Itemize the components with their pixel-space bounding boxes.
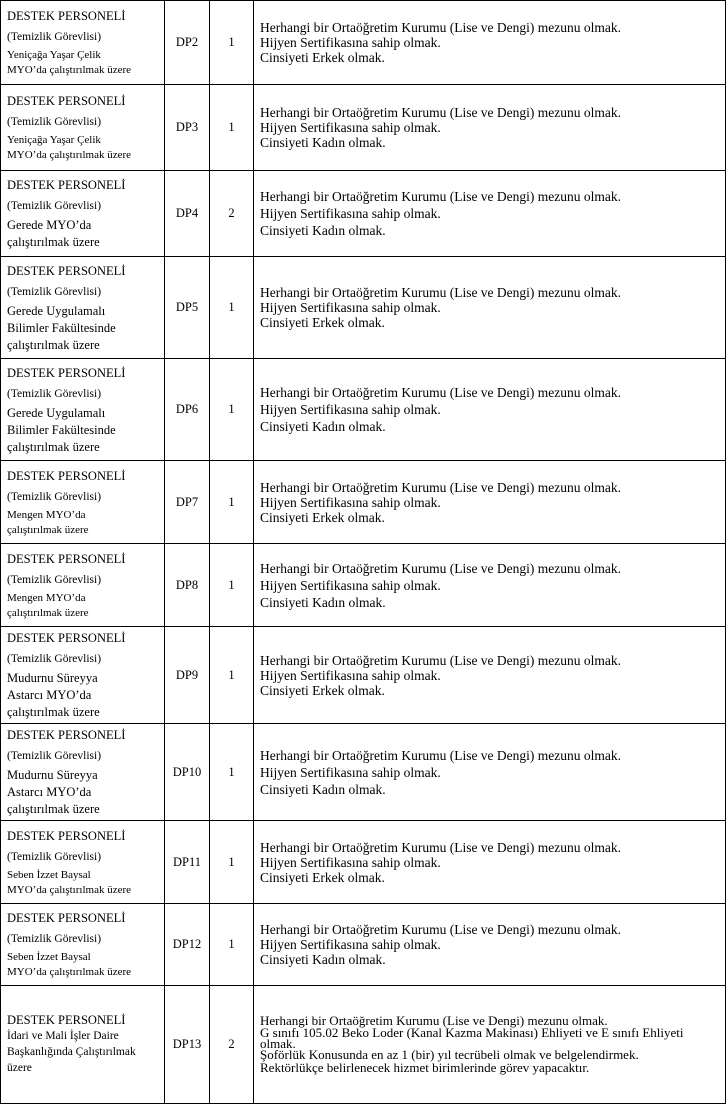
requirements-cell [254, 359, 726, 461]
position-unit: Seben İzzet Baysal [7, 868, 91, 881]
position-count: 1 [210, 904, 254, 986]
requirement: Şoförlük Konusunda en az 1 (bir) yıl tecrübeli olmak ve belgelendirmek. [260, 1047, 639, 1063]
position-title: DESTEK PERSONELİ [7, 9, 126, 23]
position-unit: çalıştırılmak üzere [7, 705, 100, 719]
requirement: Cinsiyeti Erkek olmak. [260, 682, 385, 698]
table-row [1, 1, 726, 85]
position-code: DP6 [165, 359, 210, 461]
requirements-cell [254, 904, 726, 986]
position-title: DESTEK PERSONELİ [7, 828, 126, 843]
position-count: 1 [210, 1, 254, 85]
position-unit: MYO’da çalıştırılmak üzere [7, 883, 132, 896]
position-title: DESTEK PERSONELİ [7, 728, 126, 742]
requirement: Hijyen Sertifikasına sahip olmak. [260, 937, 441, 952]
position-code: DP5 [165, 257, 210, 359]
position-unit: Seben İzzet Baysal [7, 951, 91, 963]
position-count: 1 [210, 85, 254, 171]
requirement: Cinsiyeti Kadın olmak. [260, 594, 386, 610]
position-subtitle: (Temizlik Görevlisi) [7, 31, 102, 43]
table-row [1, 461, 726, 544]
position-unit: çalıştırılmak üzere [7, 523, 89, 536]
position-unit: Yeniçağa Yaşar Çelik [7, 49, 101, 61]
requirements-cell [254, 544, 726, 627]
position-unit: Gerede Uygulamalı [7, 405, 106, 420]
position-subtitle: (Temizlik Görevlisi) [7, 200, 102, 212]
position-unit: MYO’da çalıştırılmak üzere [7, 64, 132, 76]
position-unit: Bilimler Fakültesinde [7, 320, 116, 335]
requirement: Herhangi bir Ortaöğretim Kurumu (Lise ve Dengi) mezunu olmak. [260, 652, 622, 668]
requirement: Hijyen Sertifikasına sahip olmak. [260, 577, 441, 593]
table-row [1, 359, 726, 461]
requirement: Herhangi bir Ortaöğretim Kurumu (Lise ve Dengi) mezunu olmak. [260, 747, 622, 763]
position-cell [1, 359, 165, 461]
position-unit: Gerede Uygulamalı [7, 303, 106, 318]
position-unit: MYO’da çalıştırılmak üzere [7, 966, 132, 978]
table-row [1, 904, 726, 986]
position-count: 1 [210, 627, 254, 724]
position-count: 2 [210, 171, 254, 257]
position-cell [1, 85, 165, 171]
requirement: Herhangi bir Ortaöğretim Kurumu (Lise ve Dengi) mezunu olmak. [260, 560, 622, 576]
position-unit: Başkanlığında Çalıştırılmak [7, 1046, 136, 1058]
position-cell [1, 1, 165, 85]
requirements-cell [254, 85, 726, 171]
table-row [1, 85, 726, 171]
position-cell [1, 257, 165, 359]
position-unit: Gerede MYO’da [7, 218, 92, 232]
requirement: Cinsiyeti Erkek olmak. [260, 315, 385, 330]
requirement: G sınıfı 105.02 Beko Loder (Kanal Kazma Makinası) Ehliyeti ve E sınıfı Ehliyeti olmak. [260, 1025, 684, 1052]
table-row [1, 544, 726, 627]
requirement: Herhangi bir Ortaöğretim Kurumu (Lise ve Dengi) mezunu olmak. [260, 189, 622, 204]
position-title: DESTEK PERSONELİ [7, 468, 126, 483]
position-count: 1 [210, 257, 254, 359]
position-unit: Astarcı MYO’da [7, 785, 92, 799]
position-title: DESTEK PERSONELİ [7, 263, 126, 278]
position-unit: Mudurnu Süreyya [7, 768, 98, 782]
requirement: Cinsiyeti Kadın olmak. [260, 952, 386, 967]
position-unit: Mengen MYO’da [7, 508, 86, 521]
position-title: DESTEK PERSONELİ [7, 1013, 126, 1027]
table-row [1, 986, 726, 1104]
requirement: Herhangi bir Ortaöğretim Kurumu (Lise ve Dengi) mezunu olmak. [260, 385, 622, 400]
position-unit: çalıştırılmak üzere [7, 606, 89, 619]
table-row [1, 724, 726, 821]
requirement: Hijyen Sertifikasına sahip olmak. [260, 402, 441, 417]
position-unit: çalıştırılmak üzere [7, 337, 100, 352]
position-title: DESTEK PERSONELİ [7, 631, 126, 645]
position-code: DP11 [165, 821, 210, 904]
requirements-cell [254, 257, 726, 359]
position-code: DP2 [165, 1, 210, 85]
requirement: Cinsiyeti Kadın olmak. [260, 135, 386, 150]
position-unit: İdari ve Mali İşler Daire [7, 1030, 119, 1042]
position-cell [1, 904, 165, 986]
position-cell [1, 821, 165, 904]
requirement: Herhangi bir Ortaöğretim Kurumu (Lise ve Dengi) mezunu olmak. [260, 922, 622, 937]
position-title: DESTEK PERSONELİ [7, 365, 126, 380]
position-subtitle: (Temizlik Görevlisi) [7, 850, 102, 863]
table-row [1, 171, 726, 257]
requirement: Rektörlükçe belirlenecek hizmet birimlerinde görev yapacaktır. [260, 1059, 590, 1075]
table-row [1, 627, 726, 724]
requirement: Herhangi bir Ortaöğretim Kurumu (Lise ve Dengi) mezunu olmak. [260, 1012, 608, 1028]
position-unit: Mengen MYO’da [7, 591, 86, 604]
position-unit: Bilimler Fakültesinde [7, 422, 116, 437]
requirement: Hijyen Sertifikasına sahip olmak. [260, 300, 441, 315]
requirement: Hijyen Sertifikasına sahip olmak. [260, 854, 441, 870]
requirement: Hijyen Sertifikasına sahip olmak. [260, 667, 441, 683]
position-unit: çalıştırılmak üzere [7, 802, 100, 816]
position-count: 1 [210, 544, 254, 627]
position-code: DP8 [165, 544, 210, 627]
position-code: DP3 [165, 85, 210, 171]
position-subtitle: (Temizlik Görevlisi) [7, 573, 102, 586]
position-title: DESTEK PERSONELİ [7, 94, 126, 108]
requirements-cell [254, 171, 726, 257]
position-cell [1, 627, 165, 724]
requirement: Cinsiyeti Erkek olmak. [260, 50, 385, 65]
requirement: Cinsiyeti Kadın olmak. [260, 223, 386, 238]
position-cell [1, 544, 165, 627]
position-unit: Astarcı MYO’da [7, 688, 92, 702]
requirement: Herhangi bir Ortaöğretim Kurumu (Lise ve Dengi) mezunu olmak. [260, 479, 622, 495]
table-row [1, 257, 726, 359]
position-subtitle: (Temizlik Görevlisi) [7, 490, 102, 503]
requirement: Herhangi bir Ortaöğretim Kurumu (Lise ve Dengi) mezunu olmak. [260, 105, 622, 120]
position-subtitle: (Temizlik Görevlisi) [7, 387, 102, 400]
position-title: DESTEK PERSONELİ [7, 551, 126, 566]
position-count: 1 [210, 821, 254, 904]
position-title: DESTEK PERSONELİ [7, 911, 126, 925]
requirements-cell [254, 821, 726, 904]
requirement: Cinsiyeti Erkek olmak. [260, 869, 385, 885]
position-cell [1, 461, 165, 544]
position-code: DP7 [165, 461, 210, 544]
requirement: Cinsiyeti Kadın olmak. [260, 419, 386, 434]
requirement: Cinsiyeti Erkek olmak. [260, 509, 385, 525]
position-count: 1 [210, 461, 254, 544]
position-cell [1, 986, 165, 1104]
position-cell [1, 724, 165, 821]
position-count: 1 [210, 724, 254, 821]
position-code: DP4 [165, 171, 210, 257]
position-unit: MYO’da çalıştırılmak üzere [7, 149, 132, 161]
position-count: 1 [210, 359, 254, 461]
requirement: Cinsiyeti Kadın olmak. [260, 781, 386, 797]
position-unit: çalıştırılmak üzere [7, 439, 100, 454]
position-code: DP13 [165, 986, 210, 1104]
position-subtitle: (Temizlik Görevlisi) [7, 933, 102, 945]
requirements-cell [254, 627, 726, 724]
table-row [1, 821, 726, 904]
position-count: 2 [210, 986, 254, 1104]
requirement: Hijyen Sertifikasına sahip olmak. [260, 764, 441, 780]
position-subtitle: (Temizlik Görevlisi) [7, 116, 102, 128]
position-unit: çalıştırılmak üzere [7, 235, 100, 249]
requirement: Herhangi bir Ortaöğretim Kurumu (Lise ve Dengi) mezunu olmak. [260, 285, 622, 300]
position-title: DESTEK PERSONELİ [7, 178, 126, 192]
position-code: DP9 [165, 627, 210, 724]
requirement: Hijyen Sertifikasına sahip olmak. [260, 494, 441, 510]
position-subtitle: (Temizlik Görevlisi) [7, 750, 102, 762]
requirement: Herhangi bir Ortaöğretim Kurumu (Lise ve Dengi) mezunu olmak. [260, 20, 622, 35]
position-subtitle: (Temizlik Görevlisi) [7, 285, 102, 298]
position-unit: üzere [7, 1062, 32, 1074]
requirements-cell [254, 986, 726, 1104]
requirements-cell [254, 1, 726, 85]
position-subtitle: (Temizlik Görevlisi) [7, 653, 102, 665]
requirement: Hijyen Sertifikasına sahip olmak. [260, 120, 441, 135]
position-code: DP10 [165, 724, 210, 821]
requirements-cell [254, 724, 726, 821]
position-code: DP12 [165, 904, 210, 986]
requirement: Hijyen Sertifikasına sahip olmak. [260, 206, 441, 221]
requirements-cell [254, 461, 726, 544]
requirement: Hijyen Sertifikasına sahip olmak. [260, 35, 441, 50]
position-cell [1, 171, 165, 257]
requirement: Herhangi bir Ortaöğretim Kurumu (Lise ve Dengi) mezunu olmak. [260, 839, 622, 855]
position-unit: Yeniçağa Yaşar Çelik [7, 134, 101, 146]
position-unit: Mudurnu Süreyya [7, 671, 98, 685]
